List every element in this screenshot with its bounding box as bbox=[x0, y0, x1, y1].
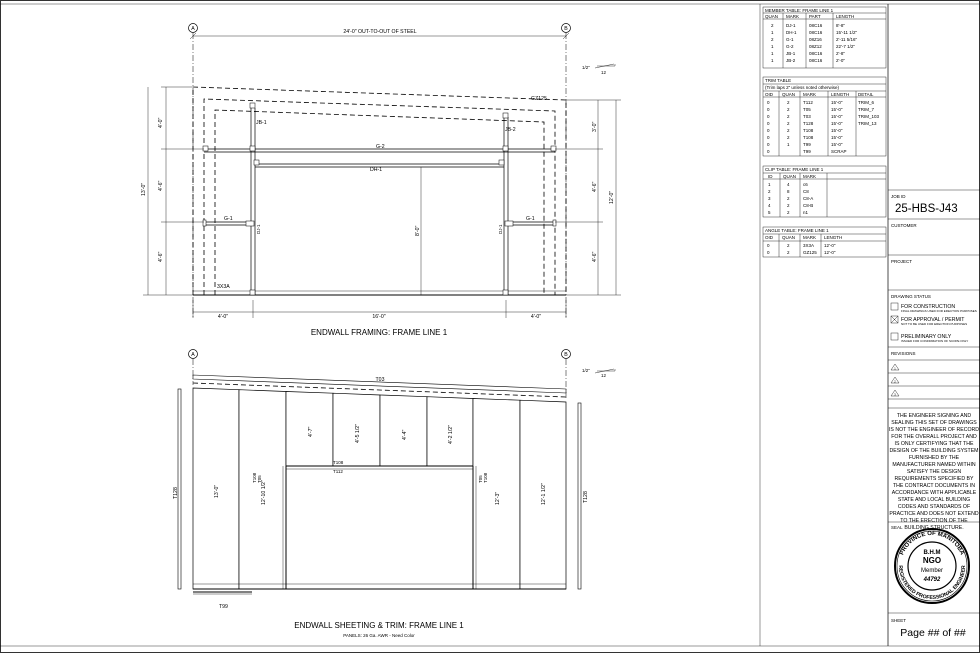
note-line: THE ENGINEER SIGNING AND bbox=[896, 413, 972, 419]
table-cell: DJ-1 bbox=[786, 23, 796, 28]
trim-t108-left: T108 bbox=[252, 472, 257, 483]
bottom-dim-3: 4'-0" bbox=[530, 314, 542, 320]
label-dj1-right: DJ-1 bbox=[498, 224, 503, 234]
status-sub: FINAL DRAWINGS USED FOR ERECTION PURPOSES bbox=[901, 309, 977, 313]
member-col-quan: QUAN bbox=[765, 14, 779, 19]
table-cell: n1 bbox=[803, 210, 809, 215]
table-cell: 0 bbox=[767, 107, 770, 112]
table-cell: 1 bbox=[768, 182, 771, 187]
seal-bottom-text: REGISTERED PROFESSIONAL ENGINEER bbox=[896, 565, 968, 602]
table-cell: 4 bbox=[768, 203, 771, 208]
note-line: MANUFACTURER NAMED WITHIN bbox=[892, 462, 976, 468]
table-cell: 0 bbox=[767, 250, 770, 255]
bottom-dim-2: 16'-0" bbox=[372, 314, 386, 320]
seal-name: NGO bbox=[922, 556, 942, 565]
table-cell: GZ125 bbox=[803, 250, 817, 255]
table-cell: 4 bbox=[787, 182, 790, 187]
label-gz125: GZ125 bbox=[531, 96, 547, 102]
sheeting-subtitle: PANELS: 26 Ga. AWR - Need Color bbox=[343, 633, 415, 638]
table-cell: 0 bbox=[767, 243, 770, 248]
member-col-length: LENGTH bbox=[836, 14, 855, 19]
trim-table-note: (Trim laps 2" unless noted otherwise) bbox=[765, 85, 839, 90]
label-dh1: DH-1 bbox=[370, 167, 383, 173]
angle-col-length: LENGTH bbox=[824, 235, 843, 240]
table-cell: G-2 bbox=[786, 44, 794, 49]
panel-label-6: 4'-2 1/2" bbox=[448, 425, 454, 444]
table-cell: 12'-0" bbox=[824, 243, 836, 248]
table-cell: 2 bbox=[787, 135, 790, 140]
trim-col-oid: OID bbox=[765, 92, 774, 97]
table-cell: 1 bbox=[787, 142, 790, 147]
trim-t108-right: T108 bbox=[483, 472, 488, 483]
trim-t03: T03 bbox=[375, 377, 385, 383]
trim-table-title: TRIM TABLE bbox=[765, 78, 792, 83]
note-line: IS NOT THE ENGINEER OF RECORD bbox=[888, 427, 980, 433]
angle-col-mark: MARK bbox=[803, 235, 817, 240]
drawing-status-label: DRAWING STATUS bbox=[891, 294, 931, 299]
left-dim-3: 4'-6" bbox=[158, 251, 164, 262]
table-cell: 15'-0" bbox=[831, 121, 843, 126]
table-cell: 8'-8" bbox=[836, 23, 845, 28]
seal-number: 44792 bbox=[923, 577, 941, 583]
seal-label: SEAL bbox=[891, 525, 903, 530]
table-cell: T112 bbox=[803, 100, 813, 105]
trim-col-detail: DETAIL bbox=[858, 92, 874, 97]
seal-top-text: PROVINCE OF MANITOBA bbox=[899, 530, 965, 557]
table-cell: 2 bbox=[787, 250, 790, 255]
table-cell: 15'-11 1/2" bbox=[836, 30, 858, 35]
table-cell: 0 bbox=[767, 135, 770, 140]
status-sub: NOT TO BE USED FOR ERECTION PURPOSES bbox=[901, 322, 968, 326]
slope-run: 12 bbox=[601, 70, 607, 75]
panel-label-3: 4'-7" bbox=[308, 426, 314, 437]
table-cell: 2'-8" bbox=[836, 51, 845, 56]
table-cell: 08C16 bbox=[809, 58, 823, 63]
table-cell: C8-A bbox=[803, 196, 814, 201]
table-cell: 08Z16 bbox=[809, 37, 822, 42]
slope-rise: 1/2" bbox=[582, 65, 590, 70]
table-cell: 15'-0" bbox=[831, 107, 843, 112]
seal-member: Member bbox=[920, 568, 944, 574]
table-cell: T108 bbox=[803, 128, 814, 133]
clip-col-id: ID bbox=[768, 174, 773, 179]
table-cell: 1 bbox=[771, 58, 774, 63]
status-label: PRELIMINARY ONLY bbox=[901, 334, 952, 340]
note-line: IS ONLY CERTIFYING THAT THE bbox=[894, 441, 974, 447]
framing-title: ENDWALL FRAMING: FRAME LINE 1 bbox=[310, 328, 448, 337]
table-cell: 15'-0" bbox=[831, 135, 843, 140]
member-table-title: MEMBER TABLE: FRAME LINE 1 bbox=[765, 8, 834, 13]
revision-number: 1 bbox=[894, 366, 896, 371]
table-cell: 15'-0" bbox=[831, 128, 843, 133]
note-line: REQUIREMENTS SPECIFIED BY bbox=[894, 476, 974, 482]
revision-number: 3 bbox=[894, 392, 896, 397]
left-dim-1: 4'-0" bbox=[158, 117, 164, 128]
table-cell: 2 bbox=[787, 203, 790, 208]
grid-a-label-2: A bbox=[191, 352, 195, 358]
table-cell: 2 bbox=[787, 121, 790, 126]
note-line: PRACTICE AND DOES NOT EXTEND bbox=[889, 511, 979, 517]
table-cell: 08C16 bbox=[809, 51, 823, 56]
job-id-label: JOB ID bbox=[891, 194, 906, 199]
label-g1-right: G-1 bbox=[526, 216, 535, 222]
note-line: SEALING THIS SET OF DRAWINGS bbox=[891, 420, 977, 426]
table-cell: G-1 bbox=[786, 37, 794, 42]
table-cell: 2 bbox=[787, 100, 790, 105]
table-cell: 08Z12 bbox=[809, 44, 822, 49]
table-cell: 2 bbox=[771, 23, 774, 28]
table-cell: 2 bbox=[787, 114, 790, 119]
table-cell: 12'-0" bbox=[824, 250, 836, 255]
table-cell: TRIM_13 bbox=[858, 121, 877, 126]
label-dj1-left: DJ-1 bbox=[256, 224, 261, 234]
grid-b-label: B bbox=[564, 26, 568, 32]
customer-label: CUSTOMER bbox=[891, 223, 917, 228]
grid-a-label: A bbox=[191, 26, 195, 32]
table-cell: JB-2 bbox=[786, 58, 796, 63]
table-cell: T99 bbox=[803, 149, 811, 154]
member-col-part: PART bbox=[809, 14, 821, 19]
bottom-dim-1: 4'-0" bbox=[217, 314, 229, 320]
left-dim-total: 13'-0" bbox=[141, 182, 147, 196]
table-cell: 08C16 bbox=[809, 30, 823, 35]
table-cell: 3 bbox=[768, 196, 771, 201]
panel-label-2: 12'-10 1/2" bbox=[261, 480, 267, 505]
table-cell: 15'-0" bbox=[831, 114, 843, 119]
label-g2: G-2 bbox=[376, 144, 385, 150]
note-line: SATISFY THE DESIGN bbox=[906, 469, 962, 475]
label-g1-left: G-1 bbox=[224, 216, 233, 222]
note-line: DESIGN OF THE BUILDING SYSTEM bbox=[889, 448, 979, 454]
right-dim-1: 3'-0" bbox=[592, 121, 598, 132]
left-dim-2: 4'-6" bbox=[158, 180, 164, 191]
note-line: CODES AND STANDARDS OF bbox=[897, 504, 971, 510]
project-label: PROJECT bbox=[891, 259, 913, 264]
grid-b-label-2: B bbox=[564, 352, 568, 358]
table-cell: 2 bbox=[771, 37, 774, 42]
note-line: FURNISHED BY THE bbox=[908, 455, 960, 461]
table-cell: 15'-0" bbox=[831, 142, 843, 147]
table-cell: T108 bbox=[803, 135, 814, 140]
table-cell: C8 bbox=[803, 189, 809, 194]
angle-col-oid: OID bbox=[765, 235, 774, 240]
table-cell: T128 bbox=[803, 121, 814, 126]
right-dim-3: 4'-6" bbox=[592, 251, 598, 262]
label-height: 8'-0" bbox=[415, 225, 421, 236]
trim-col-mark: MARK bbox=[803, 92, 817, 97]
trim-col-length: LENGTH bbox=[831, 92, 850, 97]
table-cell: 0 bbox=[767, 142, 770, 147]
trim-t128-left: T128 bbox=[173, 487, 179, 499]
sheet-label: SHEET bbox=[891, 618, 907, 623]
table-cell: 1 bbox=[771, 44, 774, 49]
panel-label-5: 4'-4" bbox=[402, 429, 408, 440]
table-cell: 5 bbox=[768, 210, 771, 215]
revisions-label: REVISIONS bbox=[891, 351, 916, 356]
seal-initials: B.H.M bbox=[923, 550, 941, 556]
table-cell: 1 bbox=[771, 51, 774, 56]
label-jb1: JB-1 bbox=[256, 120, 267, 126]
note-line: FOR THE OVERALL PROJECT AND bbox=[891, 434, 977, 440]
table-cell: 2 bbox=[787, 196, 790, 201]
note-line: STATE AND LOCAL BUILDING bbox=[897, 497, 971, 503]
table-cell: 3X3A bbox=[803, 243, 815, 248]
table-cell: 22'-7 1/2" bbox=[836, 44, 855, 49]
table-cell: 0 bbox=[767, 121, 770, 126]
note-line: TO THE ERECTION OF THE bbox=[900, 518, 968, 524]
table-cell: 2 bbox=[787, 243, 790, 248]
slope-run-2: 12 bbox=[601, 373, 607, 378]
table-cell: TRIM_6 bbox=[858, 100, 875, 105]
status-label: FOR CONSTRUCTION bbox=[901, 304, 956, 310]
table-cell: 15'-0" bbox=[831, 100, 843, 105]
note-line: BUILDING STRUCTURE. bbox=[904, 525, 964, 531]
table-cell: 0 bbox=[767, 114, 770, 119]
panel-label-8: 12'-1 1/2" bbox=[541, 483, 547, 505]
status-sub: ISSUED FOR CONFIRMATION OF SCOPE ONLY bbox=[901, 339, 969, 343]
table-cell: 0 bbox=[767, 128, 770, 133]
table-cell: T03 bbox=[803, 114, 811, 119]
table-cell: 0 bbox=[767, 100, 770, 105]
panel-label-4: 4'-5 1/2" bbox=[355, 424, 361, 443]
panel-label-7: 12'-3" bbox=[495, 491, 501, 505]
slope-rise-2: 1/2" bbox=[582, 368, 590, 373]
table-cell: 2 bbox=[787, 107, 790, 112]
trim-t108: T108 bbox=[333, 460, 344, 465]
table-cell: T05 bbox=[803, 107, 811, 112]
trim-t05-left: T05 bbox=[257, 475, 262, 483]
table-cell: T99 bbox=[803, 142, 811, 147]
table-cell: 2'-11 5/16" bbox=[836, 37, 858, 42]
job-id-value: 25-HBS-J43 bbox=[895, 203, 958, 215]
trim-t128-right: T128 bbox=[583, 491, 589, 503]
note-line: THE CONTRACT DOCUMENTS IN bbox=[892, 483, 976, 489]
table-cell: TRIM_7 bbox=[858, 107, 875, 112]
out-to-out-dim: 24'-0" OUT-TO-OUT OF STEEL bbox=[343, 29, 417, 35]
note-line: ACCORDANCE WITH APPLICABLE bbox=[891, 490, 977, 496]
table-cell: JB-1 bbox=[786, 51, 796, 56]
clip-table-title: CLIP TABLE: FRAME LINE 1 bbox=[765, 167, 824, 172]
table-cell: TRIM_103 bbox=[858, 114, 880, 119]
label-3x3a: 3X3A bbox=[217, 284, 230, 290]
label-jb2: JB-2 bbox=[505, 127, 516, 133]
table-cell: SCRAP bbox=[831, 149, 847, 154]
table-cell: DH-1 bbox=[786, 30, 797, 35]
table-cell: 2 bbox=[787, 210, 790, 215]
table-cell: 8 bbox=[787, 189, 790, 194]
status-for-approval[interactable] bbox=[891, 316, 967, 326]
trim-col-quan: QUAN bbox=[782, 92, 796, 97]
angle-col-quan: QUAN bbox=[782, 235, 796, 240]
table-cell: 2'-0" bbox=[836, 58, 845, 63]
table-cell: C8-B bbox=[803, 203, 814, 208]
panel-label-1: 13'-0" bbox=[214, 484, 220, 498]
angle-table-title: ANGLE TABLE: FRAME LINE 1 bbox=[765, 228, 829, 233]
table-cell: 1 bbox=[771, 30, 774, 35]
right-dim-2: 4'-6" bbox=[592, 181, 598, 192]
right-dim-total: 12'-0" bbox=[609, 190, 615, 204]
table-cell: 2 bbox=[787, 128, 790, 133]
table-cell: c6 bbox=[803, 182, 808, 187]
clip-col-quan: QUAN bbox=[783, 174, 797, 179]
table-cell: 08C16 bbox=[809, 23, 823, 28]
table-cell: 0 bbox=[767, 149, 770, 154]
trim-t05-right: T05 bbox=[478, 475, 483, 483]
clip-col-mark: MARK bbox=[803, 174, 817, 179]
trim-t99: T99 bbox=[219, 604, 228, 610]
member-col-mark: MARK bbox=[786, 14, 800, 19]
revision-number: 2 bbox=[894, 379, 896, 384]
table-cell: 2 bbox=[768, 189, 771, 194]
trim-t112: T112 bbox=[333, 469, 343, 474]
sheeting-title: ENDWALL SHEETING & TRIM: FRAME LINE 1 bbox=[294, 621, 464, 630]
status-label: FOR APPROVAL / PERMIT bbox=[901, 317, 965, 323]
sheet-number: Page ## of ## bbox=[900, 627, 966, 639]
